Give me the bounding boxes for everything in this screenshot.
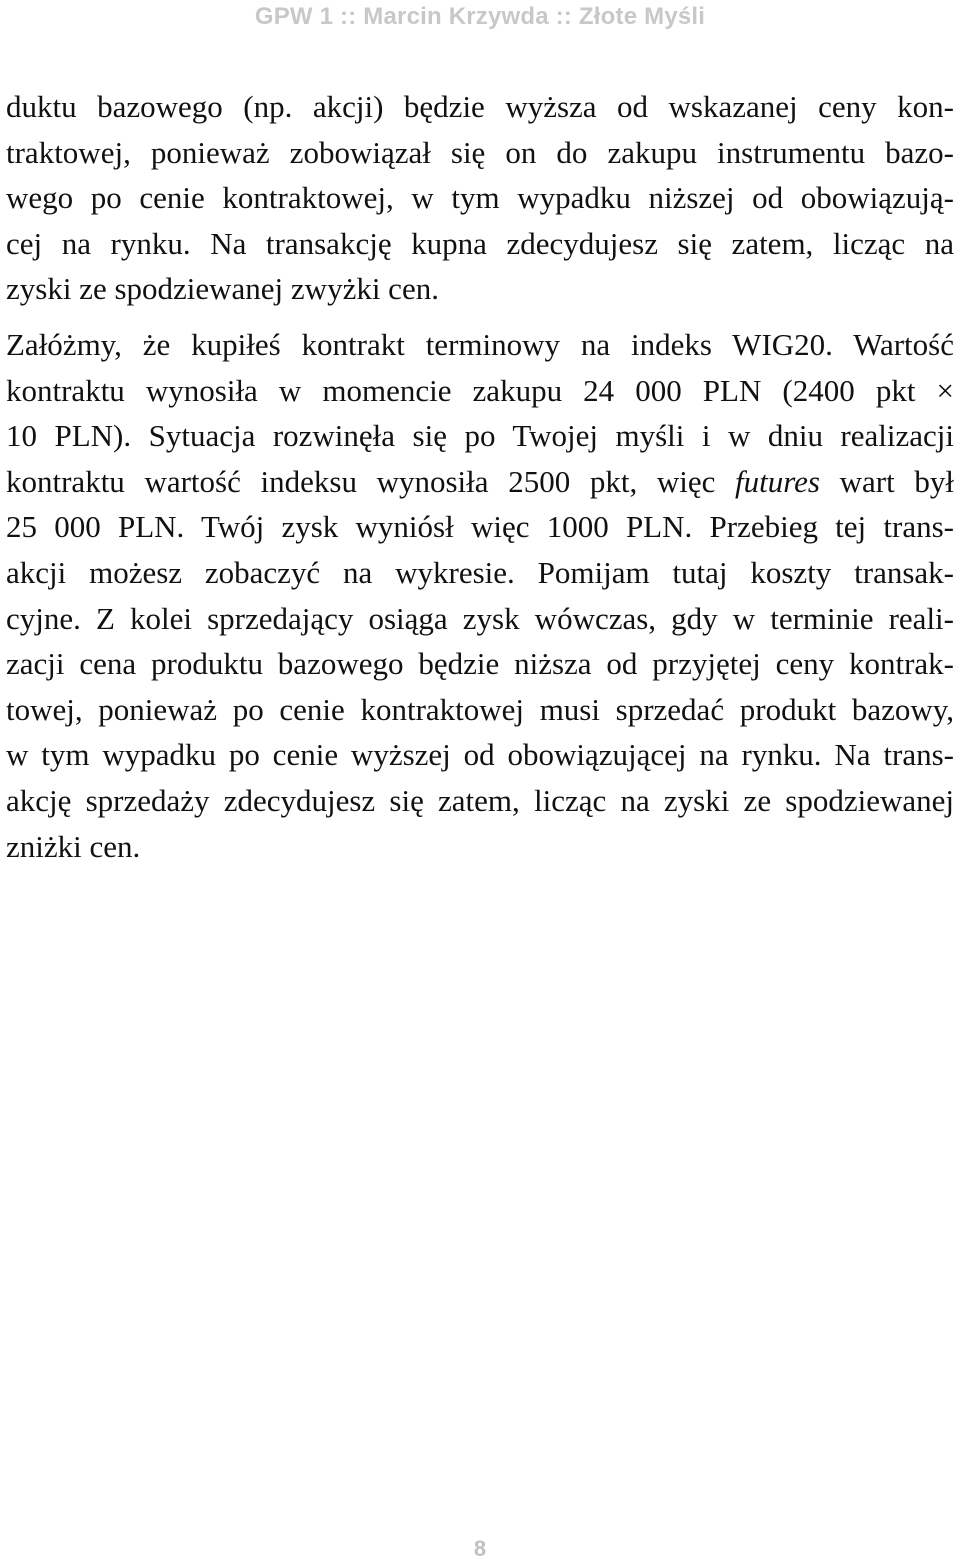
- text-line: wego po cenie kontraktowej, w tym wypadku niższej od obowiązują-: [6, 180, 954, 216]
- text-line: w tym wypadku po cenie wyższej od obowiązującej na rynku. Na trans-: [6, 737, 954, 773]
- text-line: Załóżmy, że kupiłeś kontrakt terminowy na indeks WIG20. Wartość: [6, 326, 954, 362]
- paragraph-1: [6, 84, 954, 312]
- text-line: zacji cena produktu bazowego będzie niższa od przyjętej ceny kontrak-: [6, 646, 954, 682]
- text-line: 25 000 PLN. Twój zysk wyniósł więc 1000 PLN. Przebieg tej trans-: [6, 509, 954, 545]
- text-line: cyjne. Z kolei sprzedający osiąga zysk wówczas, gdy w terminie reali-: [6, 600, 954, 636]
- running-header: GPW 1 :: Marcin Krzywda :: Złote Myśli: [254, 3, 706, 30]
- page-number: 8: [473, 1536, 487, 1561]
- text-line: akcji możesz zobaczyć na wykresie. Pomijam tutaj koszty transak-: [6, 554, 954, 590]
- text-line: zyski ze spodziewanej zwyżki cen.: [6, 271, 439, 307]
- text-line: akcję sprzedaży zdecydujesz się zatem, licząc na zyski ze spodziewanej: [6, 782, 954, 818]
- text-line: towej, ponieważ po cenie kontraktowej musi sprzedać produkt bazowy,: [6, 691, 954, 727]
- paragraph-2: [6, 322, 954, 869]
- text-line: cej na rynku. Na transakcję kupna zdecydujesz się zatem, licząc na: [6, 225, 954, 261]
- text-line: 10 PLN). Sytuacja rozwinęła się po Twojej myśli i w dniu realizacji: [6, 418, 954, 454]
- text-segment: kontraktu wartość indeksu wynosiła 2500 pkt, więc: [6, 463, 736, 499]
- text-segment: wart był: [820, 463, 954, 499]
- text-line: zniżki cen.: [6, 828, 141, 864]
- text-line-with-italic: [6, 459, 954, 505]
- text-line: traktowej, ponieważ zobowiązał się on do zakupu instrumentu bazo-: [6, 134, 954, 170]
- document-body: [6, 84, 954, 869]
- text-line: duktu bazowego (np. akcji) będzie wyższa od wskazanej ceny kon-: [6, 89, 954, 124]
- italic-term-futures: futures: [735, 463, 820, 499]
- text-line: kontraktu wynosiła w momencie zakupu 24 000 PLN (2400 pkt ×: [6, 372, 954, 408]
